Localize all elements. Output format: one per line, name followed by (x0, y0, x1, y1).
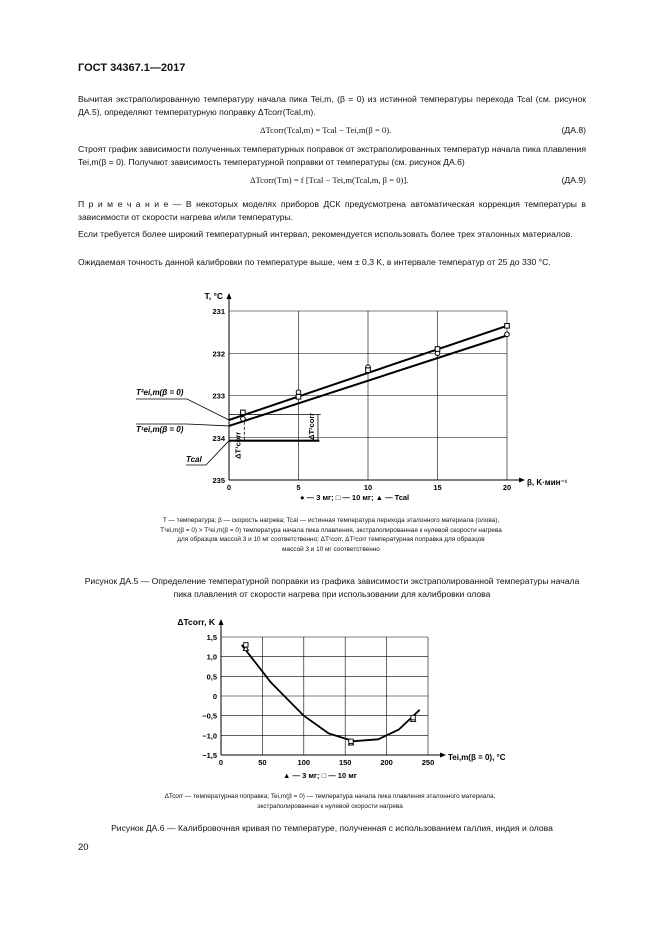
da6-ytick-label: −1,0 (202, 731, 217, 741)
da5-y-axis-label: T, °C (204, 291, 223, 301)
da5-y-arrow (227, 293, 232, 299)
da6-point-10mg (244, 643, 248, 647)
da5-t1-label: T¹ei,m(β = 0) (136, 425, 184, 434)
da6-point-10mg (411, 715, 415, 719)
legend6-line1: ΔTcorr — температурная поправка; Tei,m(β = 0) — температура начала пика плавления эталонного материала, (164, 793, 496, 800)
da6-calibration-curve (242, 645, 420, 741)
legend5-line2: T¹ei,m(β = 0) > T²ei,m(β = 0) температура начала пика плавления, экстраполированная к нулевой скорости нагрева (160, 526, 502, 534)
standard-header: ГОСТ 34367.1—2017 (78, 62, 186, 74)
legend5-line1: T — температура; β — скорость нагрева; Tcal — истинная температура перехода эталонного материала (олова), (162, 517, 500, 524)
da6-ytick-label: 0 (212, 692, 217, 701)
da5-dt2-label: ΔT²corr (306, 412, 316, 440)
da5-point-3mg (505, 332, 510, 337)
formula-da9-number: (ДА.9) (561, 175, 586, 185)
da6-ytick-label: 1,0 (206, 652, 217, 662)
paragraph-4: Ожидаемая точность данной калибровки по температуре выше, чем ± 0,3 K, в интервале температур от 25 до 330 °C. (78, 257, 551, 267)
da5-ytick-label: 231 (212, 307, 225, 316)
da5-dt1-label: ΔT¹corr (233, 431, 243, 459)
da5-tcal-label: Tcal (186, 455, 202, 464)
da5-xtick-label: 20 (502, 483, 512, 492)
da6-xtick-label: 100 (297, 758, 311, 767)
legend5-line3: для образцов массой 3 и 10 мг соответственно; ΔT¹corr, ΔT²corr температурная поправка для образцов (177, 536, 485, 543)
da6-xtick-label: 150 (338, 758, 352, 767)
da5-point-3mg (296, 390, 301, 395)
da6-legend: ▲ — 3 мг; □ — 10 мг (283, 771, 357, 780)
da6-ytick-label: −1,5 (202, 751, 217, 760)
da6-y-arrow (219, 619, 224, 625)
paragraph-2: Строят график зависимости полученных температурных поправок от экстраполированных температур начала пика плавления Tei,m(β = 0). Получают зависимость температурной поправки от температуры (см. рисунок ДА.6) (78, 144, 586, 167)
legend6-line2: экстраполированная к нулевой скорости нагрева (257, 802, 403, 810)
da6-xtick-label: 50 (258, 758, 267, 767)
figure-da5-caption: Рисунок ДА.5 — Определение температурной поправки из графика зависимости экстраполированной температуры начала пика плавления от скорости нагрева при использовании для калибровки олова (84, 576, 580, 599)
da5-xtick-label: 5 (296, 483, 301, 492)
da6-xtick-label: 0 (218, 758, 224, 767)
da5-point-10mg (505, 323, 510, 328)
da5-t2-leader (136, 399, 229, 420)
da5-ytick-label: 235 (212, 476, 225, 485)
figure-da5-legend (96, 516, 566, 554)
da6-y-axis-label: ΔTcorr, K (177, 617, 215, 627)
da5-point-10mg (435, 347, 440, 352)
da5-x-arrow (519, 478, 525, 483)
note-paragraph: П р и м е ч а н и е — В некоторых моделях приборов ДСК предусмотрена автоматическая коррекция температуры в зависимости от скорости нагрева и/или температуры. (78, 199, 586, 222)
da5-xtick-label: 0 (226, 483, 232, 492)
paragraph-1: Вычитая экстраполированную температуру начала пика Tei,m, (β = 0) из истинной температуры перехода Tcal (см. рисунок ДА.5), определяют температурную поправку ΔTcorr(Tcal,m). (78, 94, 586, 117)
formula-da8-number: (ДА.8) (561, 125, 586, 135)
da5-xtick-label: 10 (363, 483, 373, 492)
da5-ytick-label: 234 (212, 433, 225, 443)
formula-da9-text: ΔTcorr(Tm) = f [Tcal − Tei,m(Tcal,m, β = 0)]. (250, 175, 409, 185)
da5-legend: ● — 3 мг; □ — 10 мг; ▲ — Tcal (300, 493, 410, 502)
da5-t2-label: T²ei,m(β = 0) (136, 388, 184, 397)
da6-ytick-label: 0,5 (206, 672, 217, 682)
da5-ytick-label: 232 (212, 349, 225, 359)
legend5-line4: массой 3 и 10 мг соответственно (282, 545, 380, 553)
da6-ytick-label: 1,5 (206, 633, 217, 642)
formula-da8-text: ΔTcorr(Tcal,m) = Tcal − Tei,m(β = 0). (260, 125, 392, 135)
da5-point-10mg (366, 368, 371, 373)
da6-x-axis-label: Tei,m(β = 0), °C (448, 753, 506, 762)
da6-ytick-label: −0,5 (202, 711, 217, 721)
da5-ytick-label: 233 (212, 391, 225, 401)
da5-point-3mg (241, 416, 246, 421)
da6-xtick-label: 250 (421, 758, 435, 767)
da6-xtick-label: 200 (380, 758, 393, 767)
figure-da6-caption: Рисунок ДА.6 — Калибровочная кривая по температуре, полученная с использованием галлия, индия и олова (111, 823, 553, 833)
da5-point-10mg (296, 394, 301, 399)
paragraph-3: Если требуется более широкий температурный интервал, рекомендуется использовать более трех эталонных материалов. (78, 229, 573, 239)
da5-xtick-label: 15 (433, 483, 442, 492)
page-number: 20 (78, 842, 89, 853)
da6-point-10mg (349, 739, 353, 743)
da6-x-arrow (440, 753, 446, 758)
da5-point-10mg (241, 410, 246, 415)
da5-x-axis-label: β, K·мин⁻¹ (527, 478, 568, 487)
figure-da6-legend (110, 792, 550, 811)
